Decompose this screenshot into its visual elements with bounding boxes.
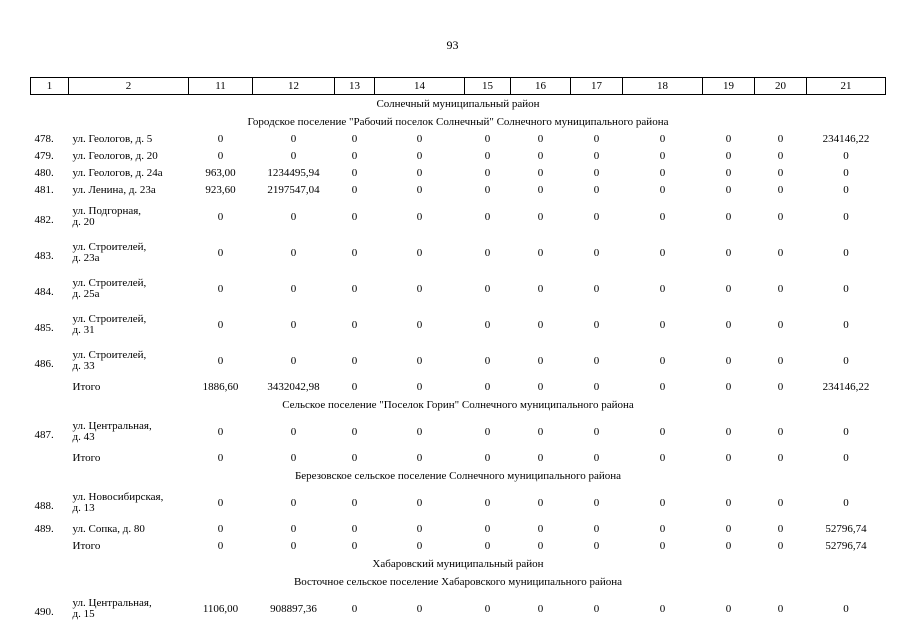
value-cell: 0	[416, 381, 423, 393]
value-cell: 0	[416, 282, 423, 295]
value-cell: 0	[217, 540, 224, 552]
value-cell: 0	[659, 133, 666, 145]
value-cell: 0	[659, 282, 666, 295]
value-cell: 0	[484, 452, 491, 464]
address-cell: ул. Строителей, д. 33	[72, 349, 147, 372]
page-number: 93	[446, 38, 459, 52]
value-cell: 0	[593, 167, 600, 179]
value-cell: 923,60	[205, 184, 236, 196]
value-cell: 0	[290, 354, 297, 367]
value-cell: 0	[351, 167, 358, 179]
value-cell: 0	[777, 381, 784, 393]
value-cell: 0	[593, 282, 600, 295]
value-cell: 0	[290, 282, 297, 295]
value-cell: 0	[843, 354, 849, 367]
value-cell: 0	[537, 150, 544, 162]
value-cell: 0	[416, 184, 423, 196]
value-cell: 0	[659, 210, 666, 223]
value-cell: 0	[777, 184, 784, 196]
address-cell: ул. Строителей, д. 25а	[72, 277, 147, 300]
value-cell: 0	[725, 318, 732, 331]
column-header: 18	[623, 78, 703, 95]
row-number	[31, 450, 69, 467]
column-header: 11	[189, 78, 253, 95]
value-cell: 0	[537, 602, 544, 615]
row-number	[31, 538, 69, 555]
value-cell: 0	[537, 210, 544, 223]
table-row	[31, 521, 886, 538]
value-cell: 0	[725, 354, 732, 367]
value-cell: 0	[725, 167, 732, 179]
value-cell: 0	[537, 133, 544, 145]
row-number: 481.	[34, 184, 54, 196]
table-header-row	[31, 78, 886, 95]
section-heading-row	[31, 396, 886, 414]
value-cell: 0	[217, 282, 224, 295]
value-cell: 0	[416, 425, 423, 438]
value-cell: 0	[484, 381, 491, 393]
value-cell: 0	[725, 496, 732, 509]
value-cell: 0	[593, 150, 600, 162]
table-row	[31, 165, 886, 182]
value-cell: 0	[217, 246, 224, 259]
value-cell: 0	[351, 381, 358, 393]
value-cell: 1886,60	[202, 381, 239, 393]
section-heading-row	[31, 113, 886, 131]
value-cell: 0	[217, 496, 224, 509]
value-cell: 0	[777, 523, 784, 535]
value-cell: 0	[593, 184, 600, 196]
value-cell: 0	[484, 184, 491, 196]
value-cell: 0	[290, 452, 297, 464]
value-cell: 0	[777, 540, 784, 552]
value-cell: 0	[217, 452, 224, 464]
value-cell: 0	[725, 381, 732, 393]
section-heading: Сельское поселение "Поселок Горин" Солнечного муниципального района	[282, 398, 634, 411]
section-heading-row	[31, 573, 886, 591]
row-number: 483.	[34, 249, 54, 262]
value-cell: 0	[593, 425, 600, 438]
value-cell: 0	[537, 184, 544, 196]
table-row	[31, 271, 886, 307]
address-cell: ул. Геологов, д. 24а	[72, 167, 163, 179]
row-number: 490.	[34, 605, 54, 618]
value-cell: 0	[484, 150, 491, 162]
row-number: 479.	[34, 150, 54, 162]
value-cell: 0	[659, 246, 666, 259]
section-heading-row	[31, 95, 886, 114]
value-cell: 1106,00	[202, 602, 239, 615]
section-heading: Солнечный муниципальный район	[376, 97, 540, 110]
value-cell: 0	[416, 210, 423, 223]
value-cell: 0	[484, 282, 491, 295]
value-cell: 0	[843, 167, 849, 179]
value-cell: 0	[843, 452, 849, 464]
value-cell: 0	[351, 354, 358, 367]
value-cell: 0	[725, 523, 732, 535]
section-heading: Восточное сельское поселение Хабаровского муниципального района	[293, 575, 623, 588]
value-cell: 0	[659, 452, 666, 464]
column-header: 14	[375, 78, 465, 95]
address-cell: ул. Центральная, д. 43	[72, 420, 152, 443]
value-cell: 0	[416, 318, 423, 331]
section-heading-row	[31, 467, 886, 485]
row-number: 480.	[34, 167, 54, 179]
value-cell: 0	[659, 150, 666, 162]
value-cell: 0	[217, 150, 224, 162]
value-cell: 0	[777, 496, 784, 509]
address-cell: ул. Геологов, д. 20	[72, 150, 158, 162]
value-cell: 0	[725, 282, 732, 295]
value-cell: 0	[659, 540, 666, 552]
column-header: 17	[571, 78, 623, 95]
value-cell: 0	[290, 540, 297, 552]
value-cell: 0	[484, 523, 491, 535]
column-header: 15	[465, 78, 511, 95]
value-cell: 0	[290, 523, 297, 535]
value-cell: 0	[351, 150, 358, 162]
column-header: 2	[69, 78, 189, 95]
row-number: 478.	[34, 133, 54, 145]
value-cell: 0	[843, 184, 849, 196]
column-header: 20	[755, 78, 807, 95]
value-cell: 0	[537, 354, 544, 367]
value-cell: 0	[537, 540, 544, 552]
value-cell: 0	[659, 425, 666, 438]
value-cell: 0	[351, 425, 358, 438]
address-cell: ул. Сопка, д. 80	[72, 523, 145, 535]
value-cell: 1234495,94	[267, 167, 320, 179]
table-row	[31, 131, 886, 148]
value-cell: 0	[351, 318, 358, 331]
row-number: 489.	[34, 523, 54, 535]
value-cell: 0	[351, 523, 358, 535]
table-row	[31, 182, 886, 199]
value-cell: 0	[777, 150, 784, 162]
value-cell: 0	[537, 246, 544, 259]
value-cell: 0	[217, 354, 224, 367]
value-cell: 0	[416, 496, 423, 509]
address-cell: ул. Геологов, д. 5	[72, 133, 153, 145]
value-cell: 0	[416, 523, 423, 535]
value-cell: 0	[725, 210, 732, 223]
value-cell: 0	[843, 210, 849, 223]
address-cell: ул. Новосибирская, д. 13	[72, 491, 164, 514]
value-cell: 0	[484, 210, 491, 223]
value-cell: 0	[659, 184, 666, 196]
value-cell: 0	[659, 496, 666, 509]
table-row	[31, 450, 886, 467]
value-cell: 0	[416, 246, 423, 259]
value-cell: 0	[659, 318, 666, 331]
column-header: 12	[253, 78, 335, 95]
table-row	[31, 485, 886, 521]
address-cell: ул. Подгорная, д. 20	[72, 205, 142, 228]
row-number: 482.	[34, 213, 54, 226]
value-cell: 0	[659, 381, 666, 393]
value-cell: 0	[484, 496, 491, 509]
value-cell: 0	[351, 246, 358, 259]
table-body	[31, 95, 886, 628]
value-cell: 0	[777, 425, 784, 438]
value-cell: 0	[659, 523, 666, 535]
value-cell: 0	[290, 133, 297, 145]
value-cell: 0	[843, 496, 849, 509]
table-row	[31, 199, 886, 235]
value-cell: 234146,22	[822, 381, 870, 393]
value-cell: 0	[217, 210, 224, 223]
value-cell: 0	[593, 133, 600, 145]
value-cell: 0	[537, 318, 544, 331]
value-cell: 0	[484, 354, 491, 367]
value-cell: 0	[777, 318, 784, 331]
value-cell: 0	[777, 167, 784, 179]
value-cell: 0	[593, 523, 600, 535]
value-cell: 0	[351, 210, 358, 223]
address-cell: ул. Строителей, д. 31	[72, 313, 147, 336]
value-cell: 0	[416, 602, 423, 615]
column-header: 13	[335, 78, 375, 95]
row-number	[31, 379, 69, 396]
value-cell: 0	[725, 246, 732, 259]
value-cell: 52796,74	[825, 540, 867, 552]
value-cell: 0	[593, 602, 600, 615]
value-cell: 0	[217, 425, 224, 438]
value-cell: 0	[290, 150, 297, 162]
row-number: 486.	[34, 357, 54, 370]
value-cell: 52796,74	[825, 523, 867, 535]
value-cell: 0	[217, 318, 224, 331]
value-cell: 0	[593, 354, 600, 367]
row-number: 487.	[34, 428, 54, 441]
value-cell: 0	[725, 540, 732, 552]
value-cell: 0	[593, 452, 600, 464]
table-row	[31, 343, 886, 379]
value-cell: 0	[593, 381, 600, 393]
value-cell: 0	[290, 210, 297, 223]
value-cell: 2197547,04	[267, 184, 320, 196]
row-number: 485.	[34, 321, 54, 334]
value-cell: 0	[843, 425, 849, 438]
value-cell: 0	[777, 282, 784, 295]
value-cell: 0	[217, 133, 224, 145]
section-heading: Городское поселение "Рабочий поселок Солнечный" Солнечного муниципального района	[247, 115, 669, 128]
table-row	[31, 538, 886, 555]
value-cell: 0	[290, 246, 297, 259]
table-row	[31, 379, 886, 396]
value-cell: 0	[725, 425, 732, 438]
row-number: 488.	[34, 499, 54, 512]
value-cell: 234146,22	[822, 133, 870, 145]
value-cell: 0	[537, 282, 544, 295]
value-cell: 0	[593, 318, 600, 331]
value-cell: 0	[843, 246, 849, 259]
value-cell: 0	[777, 133, 784, 145]
value-cell: 0	[217, 523, 224, 535]
value-cell: 0	[484, 167, 491, 179]
value-cell: 0	[537, 425, 544, 438]
value-cell: 0	[593, 210, 600, 223]
value-cell: 0	[843, 150, 849, 162]
value-cell: 0	[484, 318, 491, 331]
value-cell: 0	[843, 282, 849, 295]
value-cell: 0	[593, 246, 600, 259]
column-header: 21	[807, 78, 886, 95]
table-row	[31, 591, 886, 627]
table-row	[31, 235, 886, 271]
value-cell: 0	[777, 246, 784, 259]
value-cell: 0	[351, 602, 358, 615]
value-cell: 0	[416, 133, 423, 145]
value-cell: 0	[290, 425, 297, 438]
column-header: 16	[511, 78, 571, 95]
value-cell: 0	[351, 496, 358, 509]
value-cell: 0	[777, 354, 784, 367]
value-cell: 0	[843, 318, 849, 331]
address-cell: Итого	[72, 381, 101, 393]
value-cell: 0	[725, 150, 732, 162]
value-cell: 0	[659, 354, 666, 367]
value-cell: 0	[351, 184, 358, 196]
address-cell: Итого	[72, 452, 101, 464]
address-cell: ул. Ленина, д. 23а	[72, 184, 156, 196]
table-row	[31, 307, 886, 343]
value-cell: 0	[351, 133, 358, 145]
value-cell: 0	[351, 282, 358, 295]
value-cell: 0	[290, 318, 297, 331]
value-cell: 0	[537, 452, 544, 464]
value-cell: 0	[484, 133, 491, 145]
value-cell: 0	[843, 602, 849, 615]
value-cell: 0	[777, 602, 784, 615]
value-cell: 0	[593, 496, 600, 509]
table-row	[31, 414, 886, 450]
value-cell: 0	[484, 246, 491, 259]
value-cell: 0	[416, 540, 423, 552]
table-row	[31, 148, 886, 165]
value-cell: 963,00	[205, 167, 236, 179]
value-cell: 0	[416, 167, 423, 179]
address-cell: ул. Строителей, д. 23а	[72, 241, 147, 264]
section-heading: Березовское сельское поселение Солнечного муниципального района	[294, 469, 622, 482]
data-table	[30, 77, 886, 627]
value-cell: 0	[725, 184, 732, 196]
section-heading-row	[31, 555, 886, 573]
column-header: 1	[31, 78, 69, 95]
section-heading: Хабаровский муниципальный район	[372, 557, 544, 570]
column-header: 19	[703, 78, 755, 95]
value-cell: 0	[537, 523, 544, 535]
value-cell: 0	[659, 167, 666, 179]
value-cell: 0	[777, 210, 784, 223]
value-cell: 0	[351, 452, 358, 464]
value-cell: 0	[484, 540, 491, 552]
value-cell: 0	[725, 133, 732, 145]
value-cell: 0	[537, 496, 544, 509]
value-cell: 0	[537, 167, 544, 179]
value-cell: 0	[725, 452, 732, 464]
value-cell: 0	[725, 602, 732, 615]
value-cell: 0	[416, 150, 423, 162]
value-cell: 0	[659, 602, 666, 615]
value-cell: 0	[593, 540, 600, 552]
value-cell: 0	[777, 452, 784, 464]
value-cell: 0	[484, 602, 491, 615]
address-cell: ул. Центральная, д. 15	[72, 597, 152, 620]
value-cell: 0	[416, 354, 423, 367]
value-cell: 908897,36	[270, 602, 317, 615]
value-cell: 0	[537, 381, 544, 393]
value-cell: 0	[416, 452, 423, 464]
address-cell: Итого	[72, 540, 101, 552]
value-cell: 0	[484, 425, 491, 438]
value-cell: 0	[351, 540, 358, 552]
row-number: 484.	[34, 285, 54, 298]
value-cell: 0	[290, 496, 297, 509]
value-cell: 3432042,98	[267, 381, 320, 393]
